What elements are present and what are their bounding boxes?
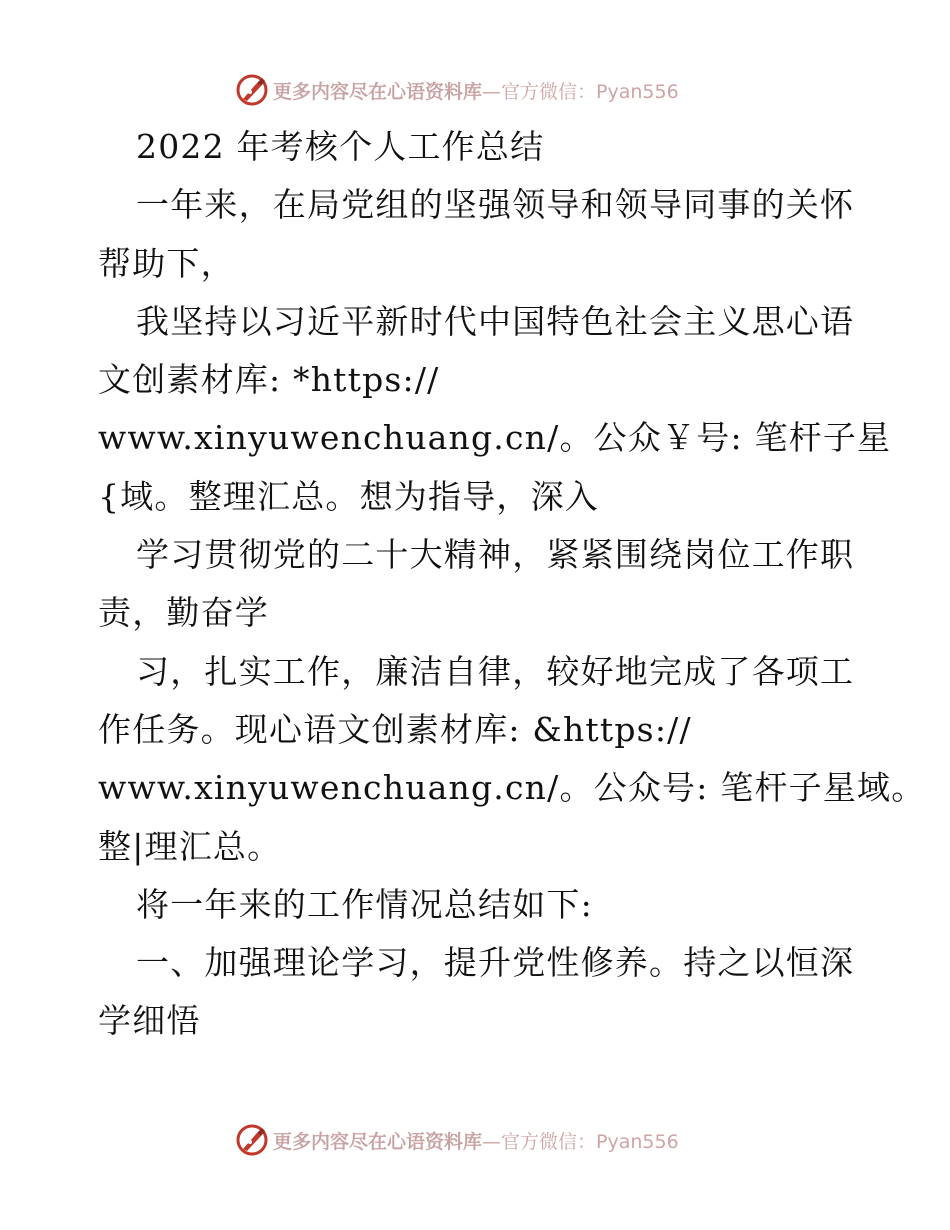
watermark-contact-text: —官方微信：Pyan556 [482, 80, 679, 103]
text-line: www.xinyuwenchuang.cn/。公众￥号: 笔杆子星 [98, 418, 892, 458]
watermark-contact-text: —官方微信：Pyan556 [482, 1130, 679, 1153]
section-intro: 将一年来的工作情况总结如下: [136, 884, 593, 924]
text-line: 学细悟 [98, 1001, 201, 1041]
footer-watermark [235, 1122, 679, 1158]
pen-logo-icon [235, 73, 269, 107]
header-watermark [235, 72, 679, 108]
watermark-brand-text: 更多内容尽在心语资料库 [273, 1130, 483, 1153]
watermark-brand-text: 更多内容尽在心语资料库 [273, 80, 483, 103]
section-heading: 一、加强理论学习，提升党性修养。持之以恒深 [136, 943, 855, 983]
text-line: {域。整理汇总。想为指导，深入 [98, 476, 599, 516]
text-line: 整|理汇总。 [98, 826, 282, 866]
text-line: 学习贯彻党的二十大精神，紧紧围绕岗位工作职 [136, 535, 855, 575]
text-line: 一年来，在局党组的坚强领导和领导同事的关怀 [136, 185, 855, 225]
text-line: 文创素材库: *https:// [98, 360, 440, 400]
document-title: 2022 年考核个人工作总结 [136, 127, 545, 166]
text-line: 习，扎实工作，廉洁自律，较好地完成了各项工 [136, 651, 855, 691]
pen-logo-icon [235, 1123, 269, 1157]
text-line: 作任务。现心语文创素材库: &https:// [98, 709, 692, 749]
document-body [98, 118, 926, 1051]
text-line: 责，勤奋学 [98, 593, 269, 633]
text-line: 我坚持以习近平新时代中国特色社会主义思心语 [136, 301, 855, 341]
text-line: 帮助下， [98, 243, 235, 283]
text-line: www.xinyuwenchuang.cn/。公众号: 笔杆子星域。 [98, 768, 926, 808]
